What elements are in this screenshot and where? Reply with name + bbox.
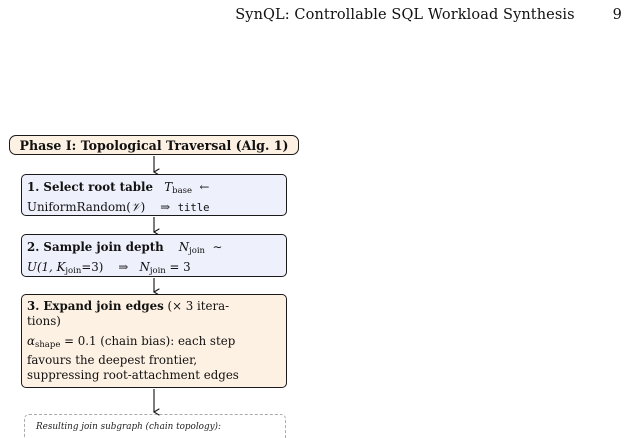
step1-arrow: ← <box>199 180 210 194</box>
step2-var-sub: join <box>189 246 206 256</box>
step2-line1 <box>27 239 281 259</box>
step3-desc-line1 <box>27 334 281 353</box>
page-number: 9 <box>612 7 622 23</box>
step-expand-join-edges <box>21 294 287 388</box>
step3-desc-line2: favours the deepest frontier, <box>27 353 198 367</box>
phase-title-box <box>9 135 299 155</box>
step-select-root-table <box>21 174 287 216</box>
step1-var-sub: base <box>172 186 193 196</box>
phase-title: Phase I: Topological Traversal (Alg. 1) <box>19 137 289 153</box>
result-subgraph-box <box>24 414 286 438</box>
step3-line1 <box>27 299 281 314</box>
step3-alpha-sub: shape <box>34 340 61 350</box>
step3-desc-line3: suppressing root-attachment edges <box>27 368 239 382</box>
step2-k-var: K <box>56 260 66 274</box>
step1-close: ) <box>140 200 146 214</box>
step2-result-sub: join <box>149 266 166 276</box>
step2-tilde: ∼ <box>212 240 223 254</box>
result-caption: Resulting join subgraph (chain topology): <box>36 422 221 432</box>
step2-result-value: = 3 <box>165 260 191 274</box>
step2-implies: ⇒ <box>118 260 129 274</box>
step2-var: N <box>178 240 190 254</box>
step3-title-suffix-1: (× 3 itera- <box>167 299 230 313</box>
step1-set: 𝒱 <box>130 200 141 214</box>
step1-line1 <box>27 179 281 199</box>
step1-line2 <box>27 199 281 216</box>
step2-title: 2. Sample join depth <box>27 240 164 254</box>
step-sample-join-depth <box>21 234 287 277</box>
step2-dist-prefix: U(1, <box>27 260 57 274</box>
step3-alpha: α <box>27 334 35 348</box>
step1-title: 1. Select root table <box>27 180 154 194</box>
step1-result-table: title <box>177 202 210 214</box>
step3-alpha-value: = 0.1 (chain bias): each step <box>64 334 236 348</box>
step3-line2: tions) <box>27 314 61 328</box>
running-title: SynQL: Controllable SQL Workload Synthesis <box>235 7 575 23</box>
step1-var: T <box>164 180 173 194</box>
step1-implies: ⇒ <box>160 200 171 214</box>
step2-line2 <box>27 259 281 279</box>
step1-func: UniformRandom( <box>27 200 131 214</box>
step2-result-var: N <box>139 260 150 274</box>
step2-dist-suffix: =3) <box>81 260 104 274</box>
step2-k-sub: join <box>65 266 82 276</box>
step3-title: 3. Expand join edges <box>27 299 164 313</box>
